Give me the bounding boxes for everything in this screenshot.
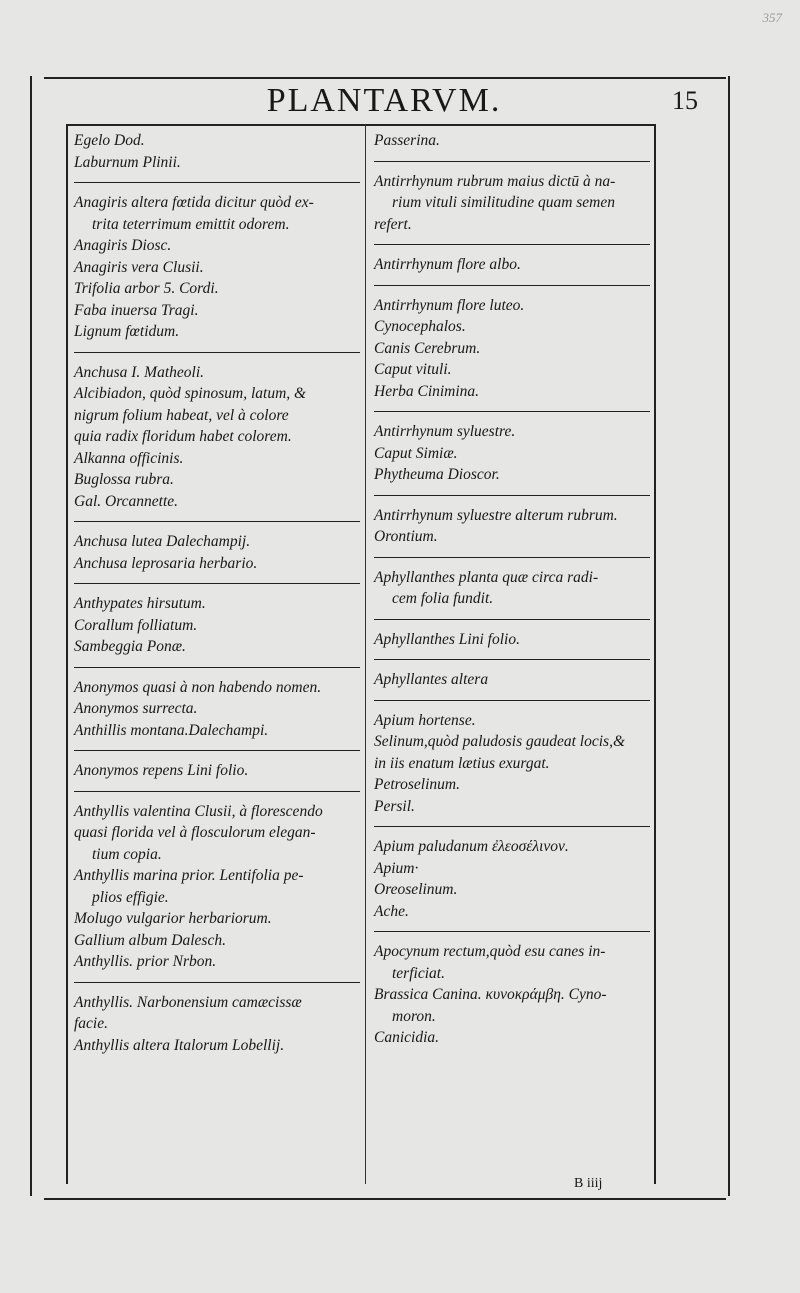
entry-line: Brassica Canina. κυνοκράμβη. Cyno- xyxy=(374,986,607,1003)
entry-line: Gallium album Dalesch. xyxy=(74,931,226,949)
entry-line: refert. xyxy=(374,215,412,233)
entry-line: Caput Simiæ. xyxy=(374,444,458,462)
entry-line: Anthyllis altera Italorum Lobellij. xyxy=(74,1036,285,1054)
entry-separator xyxy=(374,826,650,827)
entry-separator xyxy=(74,521,360,522)
entry-line: Canis Cerebrum. xyxy=(374,339,481,357)
entry-line: nigrum folium habeat, vel à colore xyxy=(74,406,289,424)
plant-entry xyxy=(374,130,650,159)
entry-line: Apium paludanum ἐλεοσέλινον. xyxy=(374,838,569,855)
entry-line: Anagiris Diosc. xyxy=(74,237,172,254)
plant-entry xyxy=(374,254,650,283)
entry-separator xyxy=(74,791,360,792)
page-title: PLANTARVM. xyxy=(266,82,502,119)
entry-line: Anthyllis. Narbonensium camæcissæ xyxy=(74,993,302,1011)
plant-entry xyxy=(74,992,360,1064)
entry-line: Faba inuersa Tragi. xyxy=(74,301,199,319)
left-border-rule xyxy=(66,124,68,1184)
entry-line: Anthillis montana.Dalechampi. xyxy=(74,721,269,739)
entry-line: Passerina. xyxy=(374,132,440,149)
entry-line: quasi florida vel à flosculorum elegan- xyxy=(74,824,316,841)
entry-line: Herba Cinimina. xyxy=(374,382,480,400)
plant-entry xyxy=(74,130,360,180)
entry-line: Alkanna officinis. xyxy=(74,449,184,467)
entry-line: Lignum fœtidum. xyxy=(74,323,180,340)
plant-entry xyxy=(74,531,360,581)
entry-line: Oreoselinum. xyxy=(374,881,458,898)
plant-entry xyxy=(374,421,650,493)
entry-line: Apium hortense. xyxy=(374,711,476,729)
entry-line: Anthyllis marina prior. Lentifolia pe- xyxy=(74,867,304,884)
entry-line: Orontium. xyxy=(374,528,438,545)
entry-separator xyxy=(374,700,650,701)
plant-entry xyxy=(74,760,360,789)
entry-line: Anthypates hirsutum. xyxy=(74,595,206,612)
entry-line: Anonymos repens Lini folio. xyxy=(74,762,249,779)
entry-line: Anagiris altera fœtida dicitur quòd ex- xyxy=(74,194,314,211)
entry-line: Egelo Dod. xyxy=(74,132,145,149)
plant-entry xyxy=(74,192,360,350)
plant-entry xyxy=(374,567,650,617)
entry-line: Aphyllantes altera xyxy=(374,671,489,688)
plant-entry xyxy=(74,677,360,749)
entry-separator xyxy=(374,659,650,660)
running-header xyxy=(44,82,724,122)
entry-separator xyxy=(374,495,650,496)
entry-line: Antirrhynum syluestre. xyxy=(374,423,516,440)
entry-line: cem folia fundit. xyxy=(392,590,494,607)
corner-page-number: 357 xyxy=(762,10,782,25)
entry-line: terficiat. xyxy=(392,964,445,982)
entry-line: Anonymos quasi à non habendo nomen. xyxy=(74,678,322,696)
entry-line: Aphyllanthes Lini folio. xyxy=(374,630,520,648)
entry-line: in iis enatum lætius exurgat. xyxy=(374,754,550,772)
right-column xyxy=(374,130,650,1056)
entry-line: Laburnum Plinii. xyxy=(74,153,181,171)
entry-line: Alcibiadon, quòd spinosum, latum, & xyxy=(74,385,307,402)
entry-line: trita teterrimum emittit odorem. xyxy=(92,215,290,233)
entry-line: Apium· xyxy=(374,859,419,877)
entry-line: Buglossa rubra. xyxy=(74,471,174,488)
plant-entry xyxy=(374,941,650,1056)
entry-separator xyxy=(374,411,650,412)
entry-separator xyxy=(74,182,360,183)
entry-line: quia radix floridum habet colorem. xyxy=(74,428,292,445)
entry-line: Canicidia. xyxy=(374,1029,440,1046)
column-divider xyxy=(365,124,366,1184)
entry-line: rium vituli similitudine quam semen xyxy=(392,194,616,211)
entry-line: Gal. Orcannette. xyxy=(74,492,179,510)
entry-line: Anagiris vera Clusii. xyxy=(74,258,204,276)
page-number: 15 xyxy=(672,86,698,115)
entry-line: Corallum folliatum. xyxy=(74,616,198,634)
plant-entry xyxy=(374,629,650,658)
entry-line: Aphyllanthes planta quæ circa radi- xyxy=(374,568,599,586)
left-column xyxy=(74,130,360,1063)
entry-line: Molugo vulgarior herbariorum. xyxy=(74,910,272,927)
entry-line: Antirrhynum flore luteo. xyxy=(374,296,525,314)
entry-line: Persil. xyxy=(374,797,415,815)
entry-line: Apocynum rectum,quòd esu canes in- xyxy=(374,943,606,960)
plant-entry xyxy=(374,836,650,929)
entry-separator xyxy=(74,750,360,751)
signature-mark: B iiij xyxy=(574,1176,603,1191)
entry-line: Sambeggia Ponæ. xyxy=(74,638,186,655)
entry-separator xyxy=(374,244,650,245)
entry-line: Trifolia arbor 5. Cordi. xyxy=(74,280,219,297)
right-border-rule xyxy=(654,124,656,1184)
plant-entry xyxy=(374,505,650,555)
entry-line: plios effigie. xyxy=(92,888,169,906)
entry-line: tium copia. xyxy=(92,845,162,863)
entry-line: Selinum,quòd paludosis gaudeat locis,& xyxy=(374,733,626,750)
entry-line: Anchusa lutea Dalechampij. xyxy=(74,533,251,550)
entry-line: Antirrhynum rubrum maius dictū à na- xyxy=(374,172,616,190)
entry-separator xyxy=(374,161,650,162)
entry-line: Ache. xyxy=(374,902,409,920)
entry-line: Anthyllis. prior Nrbon. xyxy=(74,953,217,970)
entry-line: Anchusa I. Matheoli. xyxy=(74,363,205,381)
entry-separator xyxy=(74,667,360,668)
plant-entry xyxy=(374,710,650,825)
entry-line: Anchusa leprosaria herbario. xyxy=(74,554,258,572)
entry-line: moron. xyxy=(392,1007,436,1025)
plant-entry xyxy=(74,801,360,980)
entry-separator xyxy=(74,982,360,983)
entry-separator xyxy=(74,583,360,584)
plant-entry xyxy=(374,295,650,410)
entry-line: Phytheuma Dioscor. xyxy=(374,466,500,483)
entry-line: Anthyllis valentina Clusii, à florescendo xyxy=(74,802,323,820)
entry-separator xyxy=(374,285,650,286)
entry-line: Petroselinum. xyxy=(374,776,460,793)
entry-line: facie. xyxy=(74,1015,108,1032)
plant-entry xyxy=(74,593,360,665)
plant-entry xyxy=(374,669,650,698)
plant-entry xyxy=(74,362,360,520)
plant-entry xyxy=(374,171,650,243)
entry-line: Anonymos surrecta. xyxy=(74,700,198,717)
entry-line: Antirrhynum syluestre alterum rubrum. xyxy=(374,506,618,524)
entry-separator xyxy=(374,557,650,558)
bottom-rule xyxy=(44,1198,726,1200)
header-rule xyxy=(66,124,656,126)
entry-separator xyxy=(374,619,650,620)
entry-line: Antirrhynum flore albo. xyxy=(374,256,521,273)
entry-separator xyxy=(74,352,360,353)
entry-separator xyxy=(374,931,650,932)
entry-line: Cynocephalos. xyxy=(374,318,466,335)
entry-line: Caput vituli. xyxy=(374,361,452,378)
